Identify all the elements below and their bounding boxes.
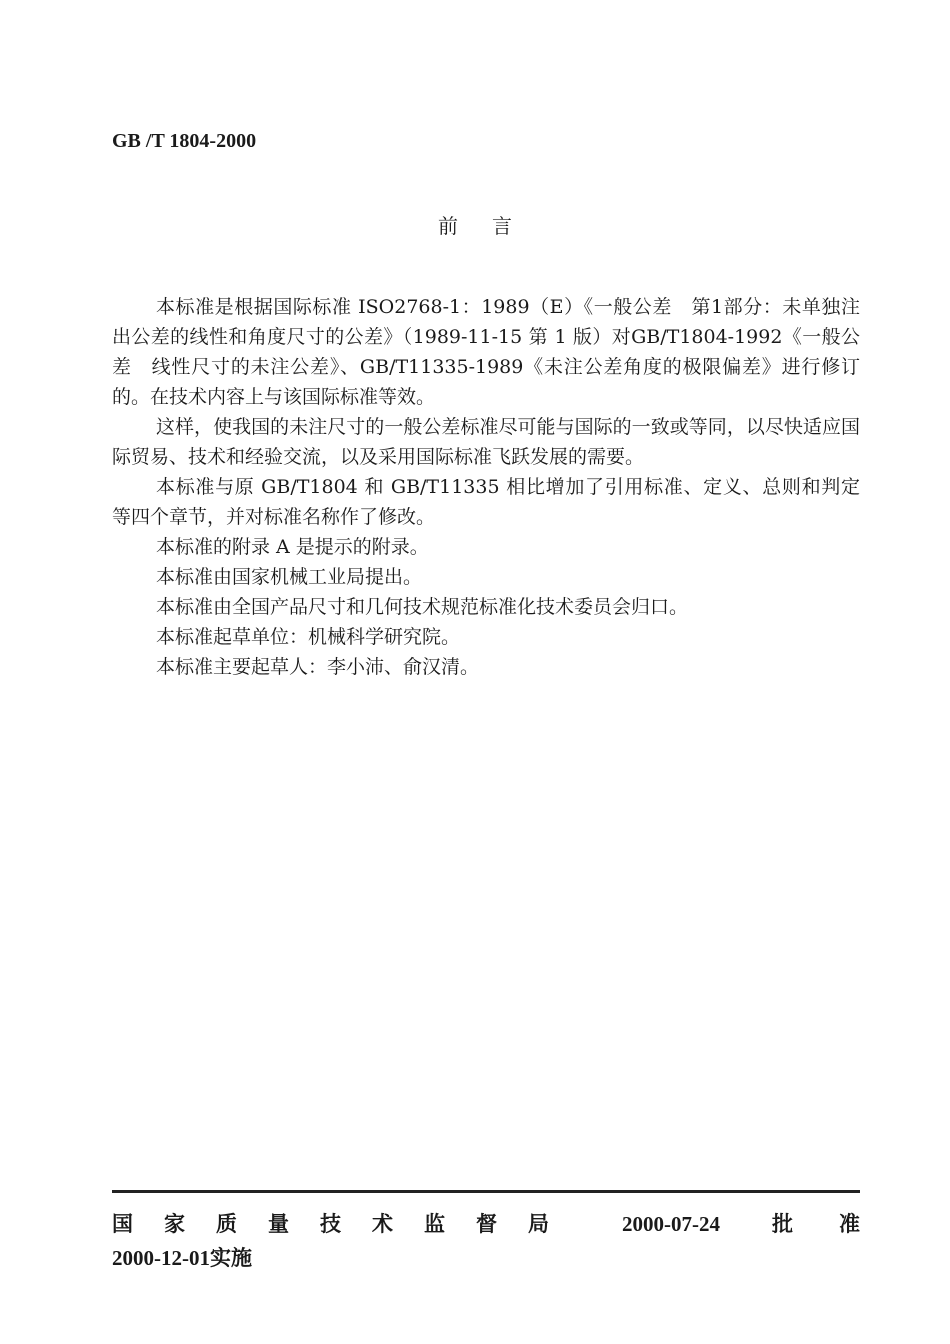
standard-code: GB /T 1804-2000 <box>112 130 257 152</box>
preface-paragraph-5: 本标准由国家机械工业局提出。 <box>156 566 423 588</box>
preface-body <box>112 292 860 682</box>
preface-paragraph-8: 本标准主要起草人：李小沛、俞汉清。 <box>156 656 480 678</box>
preface-paragraph-7: 本标准起草单位：机械科学研究院。 <box>156 626 461 648</box>
implementation-date: 2000-12-01 <box>112 1246 210 1270</box>
preface-paragraph-3: 本标准与原 GB/T1804 和 GB/T11335 相比增加了引用标准、定义、总则和判定等四个章节，并对标准名称作了修改。 <box>112 476 860 528</box>
preface-paragraph-2: 这样，使我国的未注尺寸的一般公差标准尽可能与国际的一致或等同，以尽快适应国际贸易、技术和经验交流，以及采用国际标准飞跃发展的需要。 <box>112 416 860 468</box>
issuer: 国家质量技术监督局 <box>112 1211 580 1236</box>
approval-line <box>112 1208 906 1242</box>
preface-paragraph-4: 本标准的附录 A 是提示的附录。 <box>156 536 429 558</box>
preface-paragraph-6: 本标准由全国产品尺寸和几何技术规范标准化技术委员会归口。 <box>156 596 689 618</box>
preface-paragraph-1: 本标准是根据国际标准 ISO2768-1：1989（E）《一般公差 第1部分：未单独注出公差的线性和角度尺寸的公差》（1989-11-15 第 1 版）对GB/T1804-1992《一般公差 线性尺寸的未注公差》、GB/T11335-1989《未注公差角度的极限偏差》进行修订的。在技术内容上与该国际标准等效。 <box>112 296 860 408</box>
footer-divider <box>112 1190 860 1193</box>
approval-date: 2000-07-24 <box>622 1212 720 1236</box>
implementation-line <box>112 1242 860 1276</box>
implementation-word: 实施 <box>210 1245 252 1270</box>
footer <box>112 1208 906 1276</box>
preface-title: 前言 <box>438 214 546 238</box>
approval-word: 批准 <box>772 1211 906 1236</box>
